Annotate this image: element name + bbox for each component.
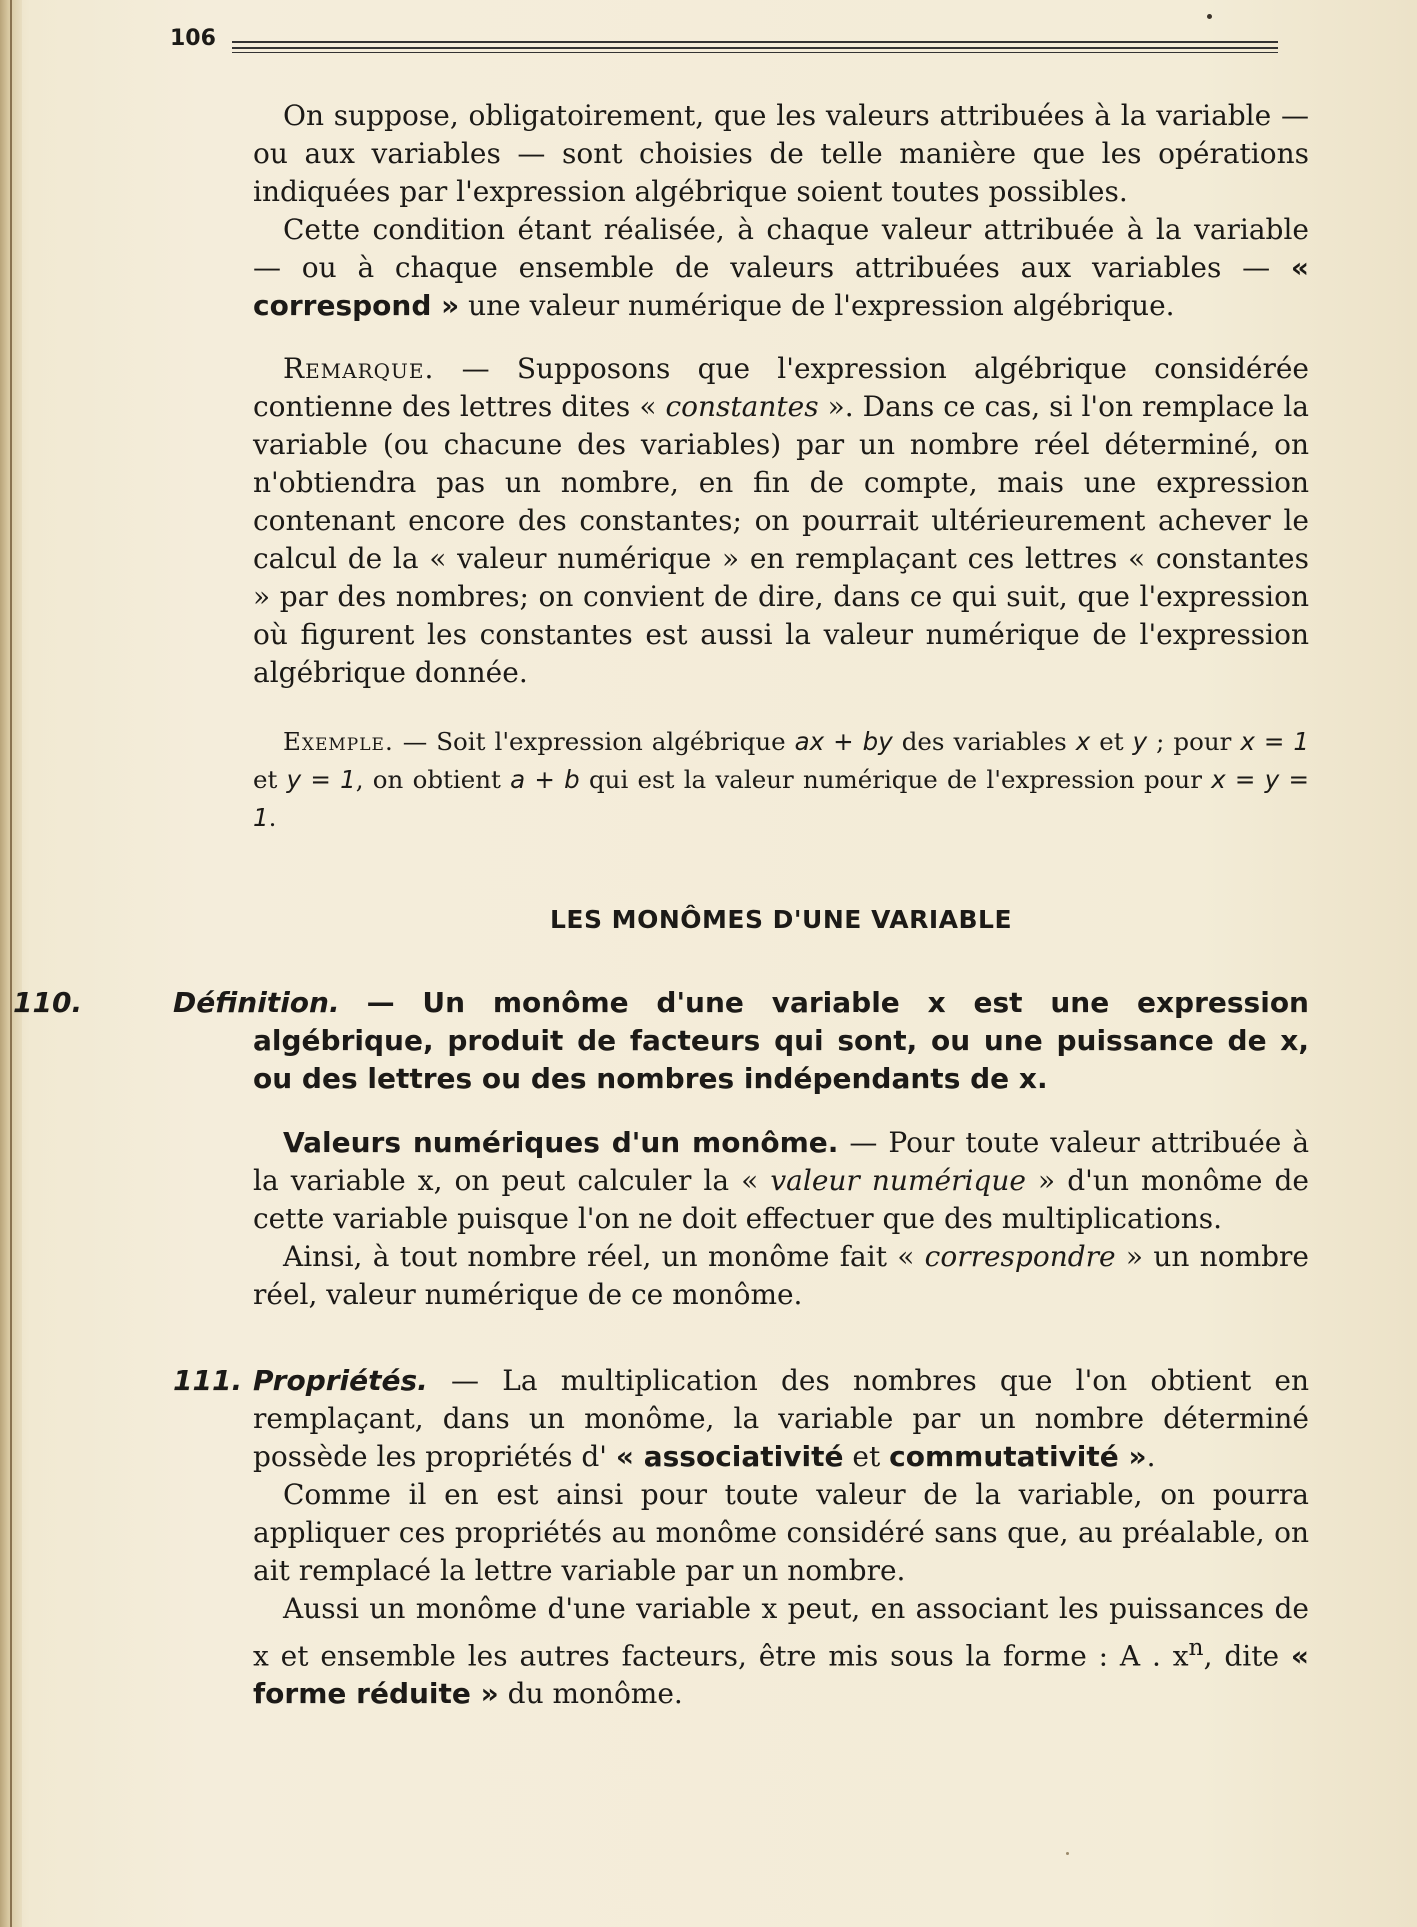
paragraph: Aussi un monôme d'une variable x peut, en associant les puissances de x et ensemble les autres facteurs, être mis sous la forme : A . $x^n$, dite « forme réduite » du monôme. <box>253 1592 1309 1711</box>
intro-paragraphs <box>253 97 1309 325</box>
paragraph: Remarque. — Supposons que l'expression algébrique considérée contienne des lettres dites « constantes ». Dans ce cas, si l'on remplace la variable (ou chacune des variables) par un nombre réel déterminé, on n'obtiendra pas un nombre, en fin de compte, mais une expression contenant encore des constantes; on pourrait ultérieurement achever le calcul de la « valeur numérique » en remplaçant ces lettres « constantes » par des nombres; on convient de dire, dans ce qui suit, que l'expression où figurent les constantes est aussi la valeur numérique de l'expression algébrique donnée. <box>253 352 1310 689</box>
section-number: 111. <box>173 1364 243 1397</box>
paragraph: 110. Définition. — Un monôme d'une variable x est une expression algébrique, produit de facteurs qui sont, ou une puissance de x, ou des lettres ou des nombres indépendants de x. <box>13 986 1309 1095</box>
header-rule <box>232 41 1278 43</box>
section-title: Propriétés. <box>253 1364 428 1397</box>
page-header <box>170 26 1310 56</box>
spine-edge-line <box>10 0 12 1927</box>
exemple-block <box>253 723 1309 837</box>
paragraph: 111. Propriétés. — La multiplication des nombres que l'on obtient en remplaçant, dans un monôme, la variable par un nombre déterminé possède les propriétés d' « associativité et commutativité ». <box>173 1364 1309 1473</box>
valeurs-numeriques <box>253 1124 1309 1314</box>
paragraph: Cette condition étant réalisée, à chaque valeur attribuée à la variable — ou à chaque ensemble de valeurs attribuées aux variables — « correspond » une valeur numérique de l'expression algébrique. <box>253 213 1309 322</box>
remarque-label: Remarque. <box>283 352 435 385</box>
paragraph: Exemple. — Soit l'expression algébrique ax + by des variables x et y ; pour x = 1 et y = 1, on obtient a + b qui est la valeur numérique de l'expression pour x = y = 1. <box>253 727 1309 832</box>
ink-speck <box>1207 14 1212 19</box>
paragraph: Ainsi, à tout nombre réel, un monôme fait « correspondre » un nombre réel, valeur numérique de ce monôme. <box>253 1240 1310 1311</box>
paragraph: On suppose, obligatoirement, que les valeurs attribuées à la variable — ou aux variables — sont choisies de telle manière que les opérations indiquées par l'expression algébrique soient toutes possibles. <box>253 99 1309 208</box>
header-rule <box>232 47 1278 49</box>
section-number: 110. <box>13 986 83 1019</box>
paragraph: Comme il en est ainsi pour toute valeur de la variable, on pourra appliquer ces propriétés au monôme considéré sans que, au préalable, on ait remplacé la lettre variable par un nombre. <box>253 1478 1309 1587</box>
remarque-block <box>253 350 1309 692</box>
valeurs-label: Valeurs numériques d'un monôme. <box>283 1126 839 1159</box>
ink-speck <box>1066 1852 1069 1855</box>
definition-110 <box>13 984 1309 1098</box>
paragraph: Valeurs numériques d'un monôme. — Pour toute valeur attribuée à la variable x, on peut calculer la « valeur numérique » d'un monôme de cette variable puisque l'on ne doit effectuer que des multiplications. <box>253 1126 1310 1235</box>
page-number: 106 <box>170 26 216 51</box>
exemple-label: Exemple. <box>283 727 394 756</box>
header-rule <box>232 52 1278 53</box>
proprietes-111 <box>173 1362 1309 1713</box>
section-heading: LES MONÔMES D'UNE VARIABLE <box>549 905 1013 934</box>
section-title: Définition. <box>173 986 340 1019</box>
